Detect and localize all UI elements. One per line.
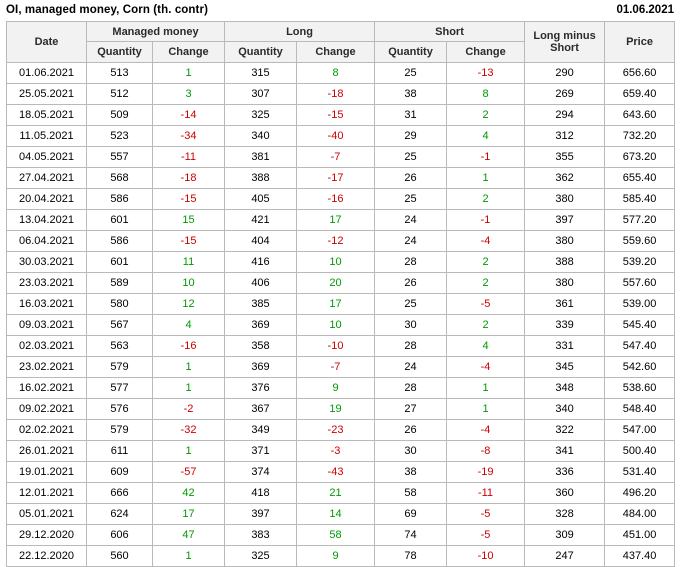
cell-mm-quantity: 577: [87, 378, 153, 399]
cell-long-change: 21: [297, 483, 375, 504]
cell-date: 25.05.2021: [7, 84, 87, 105]
cell-mm-change: 11: [153, 252, 225, 273]
table-row: [7, 462, 675, 483]
cell-long-change: -18: [297, 84, 375, 105]
table-row: [7, 63, 675, 84]
cell-long-minus-short: 328: [525, 504, 605, 525]
cell-price: 545.40: [605, 315, 675, 336]
cell-mm-change: 10: [153, 273, 225, 294]
cell-price: 500.40: [605, 441, 675, 462]
page-title: OI, managed money, Corn (th. contr): [6, 4, 208, 16]
cell-short-quantity: 26: [375, 168, 447, 189]
cell-short-change: -4: [447, 357, 525, 378]
cell-date: 04.05.2021: [7, 147, 87, 168]
cell-short-quantity: 26: [375, 273, 447, 294]
cell-mm-quantity: 580: [87, 294, 153, 315]
cell-short-quantity: 29: [375, 126, 447, 147]
cell-short-quantity: 30: [375, 441, 447, 462]
cell-price: 542.60: [605, 357, 675, 378]
cell-long-change: -3: [297, 441, 375, 462]
cell-mm-quantity: 611: [87, 441, 153, 462]
cell-long-quantity: 325: [225, 105, 297, 126]
cell-mm-quantity: 624: [87, 504, 153, 525]
column-header-short-quantity: Quantity: [375, 42, 447, 63]
cell-mm-quantity: 606: [87, 525, 153, 546]
cell-mm-quantity: 557: [87, 147, 153, 168]
cell-mm-quantity: 586: [87, 231, 153, 252]
table-row: [7, 504, 675, 525]
cell-long-change: -16: [297, 189, 375, 210]
cell-long-change: 8: [297, 63, 375, 84]
cell-price: 437.40: [605, 546, 675, 567]
cell-date: 27.04.2021: [7, 168, 87, 189]
cell-mm-change: 17: [153, 504, 225, 525]
cell-mm-quantity: 576: [87, 399, 153, 420]
cell-short-quantity: 58: [375, 483, 447, 504]
cell-short-change: 2: [447, 315, 525, 336]
column-header-long-minus-short: Long minus Short: [525, 22, 605, 63]
cell-price: 656.60: [605, 63, 675, 84]
column-header-mm-change: Change: [153, 42, 225, 63]
table-row: [7, 294, 675, 315]
report-date: 01.06.2021: [616, 4, 674, 16]
cell-short-quantity: 24: [375, 357, 447, 378]
cell-long-minus-short: 331: [525, 336, 605, 357]
cell-long-change: 17: [297, 210, 375, 231]
cell-long-minus-short: 362: [525, 168, 605, 189]
cell-long-change: 20: [297, 273, 375, 294]
cell-long-minus-short: 397: [525, 210, 605, 231]
table-group-header-row: [7, 22, 675, 42]
cell-short-change: -5: [447, 504, 525, 525]
cell-mm-quantity: 567: [87, 315, 153, 336]
cell-long-quantity: 349: [225, 420, 297, 441]
cell-long-change: -43: [297, 462, 375, 483]
cell-date: 02.02.2021: [7, 420, 87, 441]
cell-long-quantity: 369: [225, 315, 297, 336]
cell-date: 09.02.2021: [7, 399, 87, 420]
cell-short-quantity: 27: [375, 399, 447, 420]
table-row: [7, 420, 675, 441]
cell-long-minus-short: 361: [525, 294, 605, 315]
cell-long-quantity: 340: [225, 126, 297, 147]
cell-long-change: -15: [297, 105, 375, 126]
cell-mm-change: -16: [153, 336, 225, 357]
table-row: [7, 378, 675, 399]
cell-price: 484.00: [605, 504, 675, 525]
cell-long-change: 9: [297, 546, 375, 567]
cell-long-change: 9: [297, 378, 375, 399]
cell-long-quantity: 367: [225, 399, 297, 420]
cell-long-minus-short: 269: [525, 84, 605, 105]
cell-short-change: 2: [447, 189, 525, 210]
cell-short-quantity: 28: [375, 336, 447, 357]
cell-price: 577.20: [605, 210, 675, 231]
column-header-short-change: Change: [447, 42, 525, 63]
table-row: [7, 84, 675, 105]
cell-short-change: 2: [447, 273, 525, 294]
cell-short-change: -8: [447, 441, 525, 462]
column-header-mm-quantity: Quantity: [87, 42, 153, 63]
table-row: [7, 273, 675, 294]
cell-price: 451.00: [605, 525, 675, 546]
cell-long-change: -7: [297, 147, 375, 168]
cell-mm-change: 3: [153, 84, 225, 105]
cell-short-quantity: 74: [375, 525, 447, 546]
cell-long-quantity: 416: [225, 252, 297, 273]
cell-mm-change: 1: [153, 63, 225, 84]
cell-long-quantity: 376: [225, 378, 297, 399]
cell-mm-quantity: 666: [87, 483, 153, 504]
cell-mm-change: 42: [153, 483, 225, 504]
table-row: [7, 210, 675, 231]
cell-long-minus-short: 345: [525, 357, 605, 378]
cell-price: 547.00: [605, 420, 675, 441]
cell-long-change: -40: [297, 126, 375, 147]
cell-long-minus-short: 341: [525, 441, 605, 462]
cell-price: 655.40: [605, 168, 675, 189]
table-row: [7, 147, 675, 168]
column-header-long-quantity: Quantity: [225, 42, 297, 63]
cell-mm-change: -2: [153, 399, 225, 420]
cell-date: 11.05.2021: [7, 126, 87, 147]
cell-short-change: -1: [447, 210, 525, 231]
cell-long-quantity: 421: [225, 210, 297, 231]
cell-date: 18.05.2021: [7, 105, 87, 126]
managed-money-table: [6, 21, 675, 567]
cell-mm-change: 1: [153, 546, 225, 567]
column-header-date: Date: [7, 22, 87, 63]
cell-mm-quantity: 589: [87, 273, 153, 294]
table-row: [7, 231, 675, 252]
cell-long-change: 17: [297, 294, 375, 315]
table-row: [7, 525, 675, 546]
cell-short-quantity: 31: [375, 105, 447, 126]
cell-mm-change: -32: [153, 420, 225, 441]
cell-short-change: -10: [447, 546, 525, 567]
cell-price: 659.40: [605, 84, 675, 105]
cell-price: 557.60: [605, 273, 675, 294]
cell-mm-quantity: 601: [87, 210, 153, 231]
cell-long-quantity: 325: [225, 546, 297, 567]
cell-long-change: 19: [297, 399, 375, 420]
cell-mm-quantity: 563: [87, 336, 153, 357]
cell-long-quantity: 383: [225, 525, 297, 546]
table-body: [7, 63, 675, 567]
cell-long-minus-short: 348: [525, 378, 605, 399]
table-row: [7, 483, 675, 504]
cell-long-quantity: 406: [225, 273, 297, 294]
table-row: [7, 189, 675, 210]
cell-mm-quantity: 601: [87, 252, 153, 273]
cell-price: 496.20: [605, 483, 675, 504]
cell-date: 20.04.2021: [7, 189, 87, 210]
cell-long-quantity: 358: [225, 336, 297, 357]
table-row: [7, 546, 675, 567]
cell-short-change: 2: [447, 252, 525, 273]
cell-short-change: 1: [447, 399, 525, 420]
cell-long-minus-short: 294: [525, 105, 605, 126]
cell-long-quantity: 381: [225, 147, 297, 168]
cell-short-change: 4: [447, 336, 525, 357]
cell-date: 16.03.2021: [7, 294, 87, 315]
cell-price: 539.00: [605, 294, 675, 315]
cell-price: 531.40: [605, 462, 675, 483]
cell-long-quantity: 397: [225, 504, 297, 525]
cell-mm-change: -57: [153, 462, 225, 483]
table-row: [7, 357, 675, 378]
column-header-managed-money: Managed money: [87, 22, 225, 42]
cell-short-change: 4: [447, 126, 525, 147]
cell-mm-change: -15: [153, 189, 225, 210]
cell-long-minus-short: 388: [525, 252, 605, 273]
cell-short-change: -13: [447, 63, 525, 84]
cell-price: 732.20: [605, 126, 675, 147]
table-row: [7, 105, 675, 126]
column-header-short: Short: [375, 22, 525, 42]
cell-price: 585.40: [605, 189, 675, 210]
cell-short-change: 2: [447, 105, 525, 126]
cell-short-change: 1: [447, 378, 525, 399]
table-row: [7, 399, 675, 420]
table-row: [7, 126, 675, 147]
cell-short-change: -19: [447, 462, 525, 483]
cell-mm-quantity: 523: [87, 126, 153, 147]
cell-short-quantity: 38: [375, 84, 447, 105]
cell-long-minus-short: 380: [525, 273, 605, 294]
table-header: [7, 22, 675, 63]
cell-mm-quantity: 579: [87, 357, 153, 378]
cell-date: 23.02.2021: [7, 357, 87, 378]
cell-short-change: 8: [447, 84, 525, 105]
cell-long-change: 10: [297, 315, 375, 336]
cell-long-minus-short: 339: [525, 315, 605, 336]
table-row: [7, 168, 675, 189]
cell-long-minus-short: 380: [525, 231, 605, 252]
cell-long-minus-short: 247: [525, 546, 605, 567]
cell-long-minus-short: 380: [525, 189, 605, 210]
cell-short-quantity: 26: [375, 420, 447, 441]
cell-date: 05.01.2021: [7, 504, 87, 525]
cell-price: 539.20: [605, 252, 675, 273]
cell-mm-change: 4: [153, 315, 225, 336]
column-header-price: Price: [605, 22, 675, 63]
cell-long-quantity: 418: [225, 483, 297, 504]
cell-mm-quantity: 509: [87, 105, 153, 126]
cell-price: 538.60: [605, 378, 675, 399]
table-row: [7, 441, 675, 462]
cell-short-quantity: 25: [375, 294, 447, 315]
title-bar: [0, 0, 680, 21]
cell-long-minus-short: 355: [525, 147, 605, 168]
cell-date: 02.03.2021: [7, 336, 87, 357]
cell-long-quantity: 388: [225, 168, 297, 189]
cell-long-change: 58: [297, 525, 375, 546]
cell-long-minus-short: 340: [525, 399, 605, 420]
cell-mm-change: 1: [153, 378, 225, 399]
cell-date: 23.03.2021: [7, 273, 87, 294]
cell-long-quantity: 307: [225, 84, 297, 105]
cell-long-minus-short: 312: [525, 126, 605, 147]
cell-long-minus-short: 336: [525, 462, 605, 483]
cell-long-minus-short: 290: [525, 63, 605, 84]
cell-long-change: -10: [297, 336, 375, 357]
cell-short-change: -4: [447, 420, 525, 441]
cell-price: 548.40: [605, 399, 675, 420]
cell-price: 559.60: [605, 231, 675, 252]
cell-long-minus-short: 322: [525, 420, 605, 441]
cell-short-quantity: 69: [375, 504, 447, 525]
cell-mm-change: -15: [153, 231, 225, 252]
cell-mm-change: 1: [153, 441, 225, 462]
cell-date: 26.01.2021: [7, 441, 87, 462]
cell-mm-quantity: 512: [87, 84, 153, 105]
cell-short-change: -4: [447, 231, 525, 252]
cell-short-change: -5: [447, 525, 525, 546]
cell-price: 673.20: [605, 147, 675, 168]
table-row: [7, 336, 675, 357]
cell-mm-quantity: 568: [87, 168, 153, 189]
cell-short-quantity: 38: [375, 462, 447, 483]
cell-long-quantity: 405: [225, 189, 297, 210]
cell-mm-change: -11: [153, 147, 225, 168]
cell-short-quantity: 78: [375, 546, 447, 567]
table-row: [7, 315, 675, 336]
cell-date: 30.03.2021: [7, 252, 87, 273]
cell-short-change: -5: [447, 294, 525, 315]
cell-long-quantity: 369: [225, 357, 297, 378]
cell-mm-quantity: 609: [87, 462, 153, 483]
cell-short-change: -11: [447, 483, 525, 504]
cell-date: 13.04.2021: [7, 210, 87, 231]
column-header-long-change: Change: [297, 42, 375, 63]
cell-date: 01.06.2021: [7, 63, 87, 84]
cell-long-change: 10: [297, 252, 375, 273]
cell-mm-change: -34: [153, 126, 225, 147]
table-row: [7, 252, 675, 273]
cell-short-quantity: 25: [375, 147, 447, 168]
cell-short-quantity: 25: [375, 63, 447, 84]
cell-long-quantity: 371: [225, 441, 297, 462]
cell-mm-change: 15: [153, 210, 225, 231]
cell-date: 16.02.2021: [7, 378, 87, 399]
cell-short-quantity: 30: [375, 315, 447, 336]
cell-long-quantity: 315: [225, 63, 297, 84]
cell-short-quantity: 25: [375, 189, 447, 210]
cell-mm-change: 12: [153, 294, 225, 315]
cell-long-quantity: 385: [225, 294, 297, 315]
cell-date: 29.12.2020: [7, 525, 87, 546]
cell-short-change: -1: [447, 147, 525, 168]
cell-short-quantity: 24: [375, 231, 447, 252]
cell-short-quantity: 28: [375, 252, 447, 273]
cell-short-change: 1: [447, 168, 525, 189]
cell-date: 22.12.2020: [7, 546, 87, 567]
cell-mm-change: -14: [153, 105, 225, 126]
cell-short-quantity: 24: [375, 210, 447, 231]
cell-mm-change: -18: [153, 168, 225, 189]
cell-mm-quantity: 586: [87, 189, 153, 210]
cell-date: 09.03.2021: [7, 315, 87, 336]
cell-date: 19.01.2021: [7, 462, 87, 483]
cell-mm-quantity: 579: [87, 420, 153, 441]
cell-long-minus-short: 309: [525, 525, 605, 546]
cell-date: 06.04.2021: [7, 231, 87, 252]
cell-mm-change: 1: [153, 357, 225, 378]
cell-price: 643.60: [605, 105, 675, 126]
cell-long-quantity: 374: [225, 462, 297, 483]
cell-long-change: 14: [297, 504, 375, 525]
cell-long-change: -23: [297, 420, 375, 441]
cell-mm-quantity: 560: [87, 546, 153, 567]
cell-mm-quantity: 513: [87, 63, 153, 84]
cell-long-minus-short: 360: [525, 483, 605, 504]
cell-date: 12.01.2021: [7, 483, 87, 504]
cell-long-change: -12: [297, 231, 375, 252]
column-header-long: Long: [225, 22, 375, 42]
cell-price: 547.40: [605, 336, 675, 357]
cell-mm-change: 47: [153, 525, 225, 546]
cell-long-change: -17: [297, 168, 375, 189]
cell-long-quantity: 404: [225, 231, 297, 252]
cell-short-quantity: 28: [375, 378, 447, 399]
cell-long-change: -7: [297, 357, 375, 378]
